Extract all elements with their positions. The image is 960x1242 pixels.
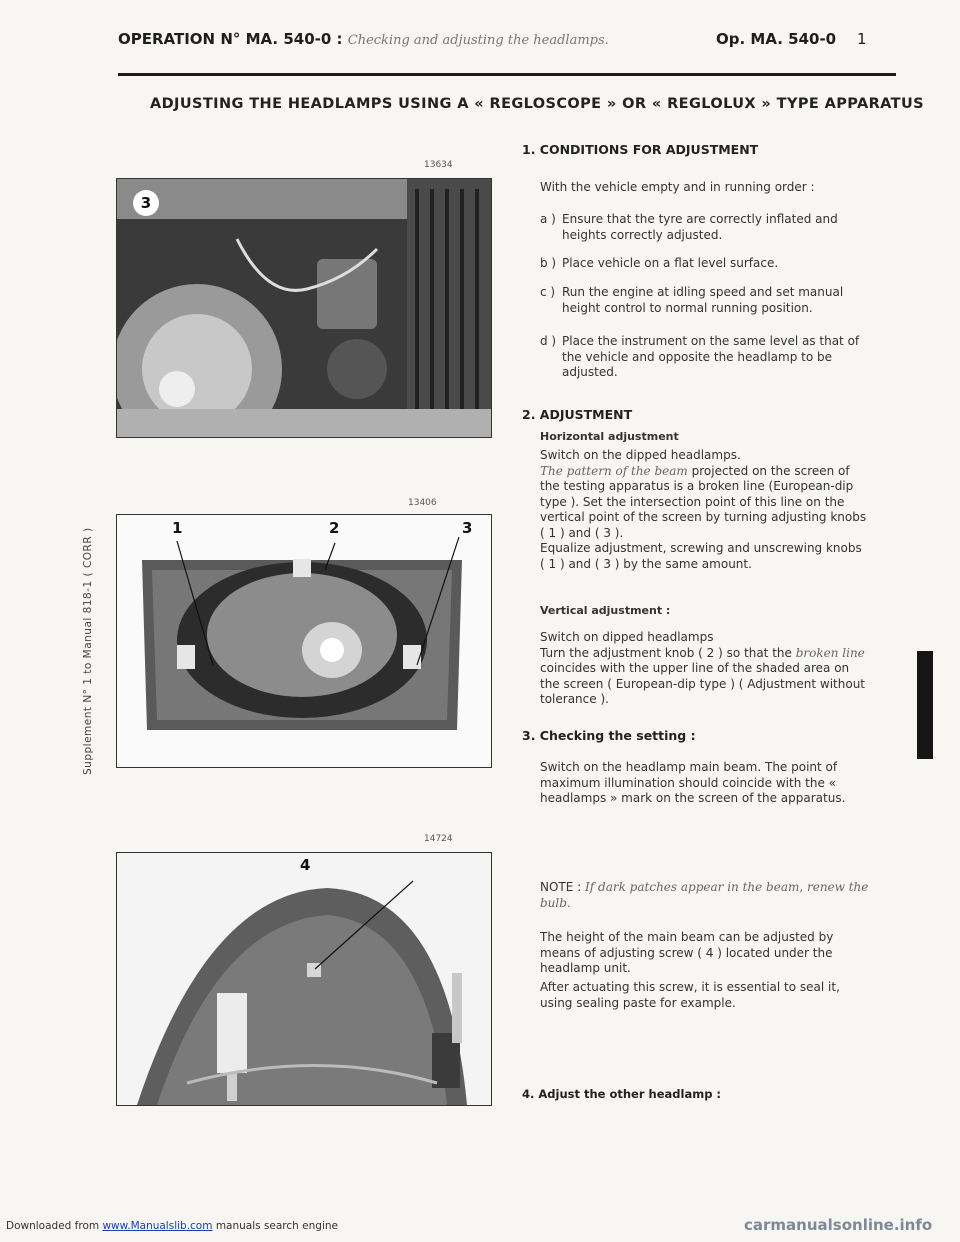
vertical-pre: Turn the adjustment knob ( 2 ) so that the <box>540 645 792 660</box>
vertical-adjustment-heading: Vertical adjustment : <box>540 604 671 617</box>
header-operation: OPERATION N° MA. 540-0 : <box>118 30 343 48</box>
footer-watermark: carmanualsonline.info <box>744 1216 933 1234</box>
horizontal-line-1: Switch on the dipped headlamps. <box>540 448 741 462</box>
horizontal-line-3: Equalize adjustment, screwing and unscrewing knobs ( 1 ) and ( 3 ) by the same amount. <box>540 541 862 571</box>
section-3-paragraph-3: After actuating this screw, it is essential to seal it, using sealing paste for example. <box>540 980 840 1010</box>
page-title: ADJUSTING THE HEADLAMPS USING A « REGLOSCOPE » OR « REGLOLUX » TYPE APPARATUS <box>150 96 924 112</box>
section-3-paragraph-2: The height of the main beam can be adjusted by means of adjusting screw ( 4 ) located under the headlamp unit. <box>540 930 834 975</box>
sidebar-supplement: Supplement N° 1 to Manual 818-1 ( CORR ) <box>82 527 94 775</box>
item-a-text: Ensure that the tyre are correctly inflated and heights correctly adjusted. <box>562 212 838 242</box>
section-tab-marker <box>917 651 933 759</box>
header-rule <box>118 73 896 76</box>
vertical-line-2 <box>540 646 870 708</box>
figure-2-photo <box>116 514 492 768</box>
figure-2-number: 13406 <box>408 498 437 508</box>
vertical-line-1: Switch on dipped headlamps <box>540 630 714 644</box>
figure-1-callout-3: 3 <box>133 190 159 216</box>
vertical-italic: broken line <box>795 645 865 660</box>
section-3-heading: 3. Checking the setting : <box>522 728 696 743</box>
note-label: NOTE : <box>540 880 582 894</box>
figure-3-number: 14724 <box>424 834 453 844</box>
item-c-text: Run the engine at idling speed and set manual height control to normal running position. <box>562 285 844 315</box>
figure-2-callout-2: 2 <box>329 519 340 537</box>
note <box>540 880 870 911</box>
section-1-heading: 1. CONDITIONS FOR ADJUSTMENT <box>522 142 759 157</box>
section-4-heading: 4. Adjust the other headlamp : <box>522 1087 722 1101</box>
horizontal-italic: The pattern of the beam <box>540 463 688 478</box>
footer-download <box>6 1220 338 1232</box>
footer-prefix: Downloaded from <box>6 1220 100 1232</box>
item-c-label: c ) <box>540 285 556 299</box>
page-number: 1 <box>857 30 867 48</box>
header-left <box>118 30 609 48</box>
horizontal-text: projected on the screen of the testing apparatus is a broken line (European-dip type ). Set the intersection point of this line on the vertical point of the screen by turning adjusting knobs ( 1 ) and ( 3 ). <box>540 463 867 540</box>
horizontal-line-2 <box>540 464 870 542</box>
vertical-paragraph <box>540 630 870 708</box>
figure-3-photo <box>116 852 492 1106</box>
horizontal-adjustment-heading: Horizontal adjustment <box>540 430 679 443</box>
note-text: If dark patches appear in the beam, renew the bulb. <box>540 880 869 910</box>
item-b-text: Place vehicle on a flat level surface. <box>562 256 779 270</box>
footer-link[interactable]: www.Manualslib.com <box>102 1220 213 1232</box>
figure-1-number: 13634 <box>424 160 453 170</box>
figure-2-callout-1: 1 <box>172 519 183 537</box>
horizontal-paragraph <box>540 448 870 572</box>
figure-1-photo <box>116 178 492 438</box>
item-b-label: b ) <box>540 256 557 270</box>
vertical-post: coincides with the upper line of the shaded area on the screen ( European-dip type ) ( Adjustment without tolerance ). <box>540 661 866 706</box>
figure-2-callout-3: 3 <box>462 519 473 537</box>
section-3-paragraph: Switch on the headlamp main beam. The point of maximum illumination should coincide with the « headlamps » mark on the screen of the apparatus. <box>540 760 846 805</box>
item-d-text: Place the instrument on the same level as that of the vehicle and opposite the headlamp to be adjusted. <box>562 334 860 379</box>
section-2-heading: 2. ADJUSTMENT <box>522 407 633 422</box>
item-a-label: a ) <box>540 212 556 226</box>
section-1-intro: With the vehicle empty and in running order : <box>540 180 815 194</box>
figure-3-callout-4: 4 <box>300 856 311 874</box>
item-d-label: d ) <box>540 334 557 348</box>
header-subtitle: Checking and adjusting the headlamps. <box>347 33 609 48</box>
footer-suffix: manuals search engine <box>215 1220 338 1232</box>
header-right: Op. MA. 540-0 <box>716 30 837 48</box>
